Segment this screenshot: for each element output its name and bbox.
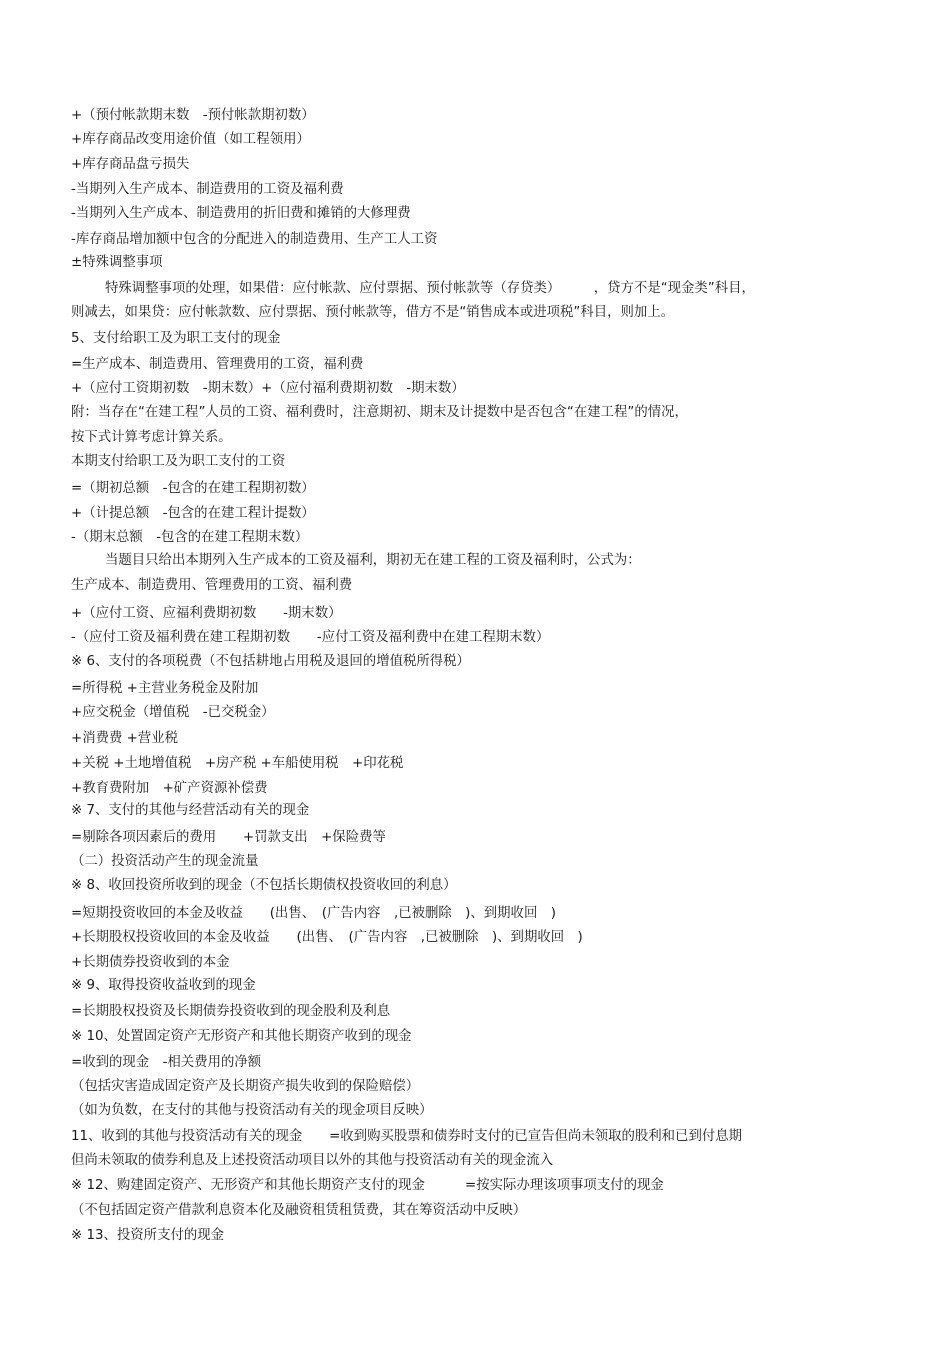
text-line: =所得税 +主营业务税金及附加 xyxy=(71,681,259,696)
paragraph-line: 按下式计算考虑计算关系。 xyxy=(71,430,232,445)
text-line: （不包括固定资产借款利息资本化及融资租赁租赁费，其在筹资活动中反映） xyxy=(71,1203,527,1218)
text-line: -库存商品增加额中包含的分配进入的制造费用、生产工人工资 xyxy=(71,232,438,247)
text-line: =生产成本、制造费用、管理费用的工资，福利费 xyxy=(71,357,364,372)
text-line: +（应付工资、应福利费期初数 -期末数） xyxy=(71,606,342,621)
section-heading: ※ 10、处置固定资产无形资产和其他长期资产收到的现金 xyxy=(71,1029,412,1044)
text-line: （如为负数，在支付的其他与投资活动有关的现金项目反映） xyxy=(71,1103,433,1118)
text-line: =收到的现金 -相关费用的净额 xyxy=(71,1055,262,1070)
text-line: +（应付工资期初数 -期末数）+（应付福利费期初数 -期末数） xyxy=(71,381,465,396)
section-heading: ※ 7、支付的其他与经营活动有关的现金 xyxy=(71,803,310,818)
text-line: +消费费 +营业税 xyxy=(71,731,179,746)
section-heading: 11、收到的其他与投资活动有关的现金 =收到购买股票和债券时支付的已宣告但尚未领取的股利和已到付息期 xyxy=(71,1129,743,1144)
text-line: +长期股权投资收回的本金及收益 (出售、 (广告内容 ,已被删除 )、到期收回 ) xyxy=(71,930,583,945)
text-line: =（期初总额 -包含的在建工程期初数） xyxy=(71,481,315,496)
text-line: 本期支付给职工及为职工支付的工资 xyxy=(71,454,286,469)
text-line: -当期列入生产成本、制造费用的工资及福利费 xyxy=(71,182,344,197)
text-line: +应交税金（增值税 -已交税金） xyxy=(71,705,275,720)
text-line: =短期投资收回的本金及收益 (出售、 (广告内容 ,已被删除 )、到期收回 ) xyxy=(71,906,556,921)
text-line: （包括灾害造成固定资产及长期资产损失收到的保险赔偿） xyxy=(71,1079,420,1094)
paragraph-line: 但尚未领取的债券利息及上述投资活动项目以外的其他与投资活动有关的现金流入 xyxy=(71,1153,554,1168)
text-line: -（期末总额 -包含的在建工程期末数） xyxy=(71,530,309,545)
text-line: +教育费附加 +矿产资源补偿费 xyxy=(71,781,268,796)
section-heading: 5、支付给职工及为职工支付的现金 xyxy=(71,331,281,346)
text-line: +（计提总额 -包含的在建工程计提数） xyxy=(71,506,315,521)
section-heading: （二）投资活动产生的现金流量 xyxy=(71,854,259,869)
paragraph-line: 附：当存在“在建工程”人员的工资、福利费时，注意期初、期末及计提数中是否包含“在建工程”的情况， xyxy=(71,405,688,420)
section-heading: ※ 12、购建固定资产、无形资产和其他长期资产支付的现金 =按实际办理该项事项支付的现金 xyxy=(71,1178,664,1193)
section-heading: ±特殊调整事项 xyxy=(71,255,163,270)
paragraph-line: 则减去，如果贷：应付帐款数、应付票据、预付帐款等，借方不是“销售成本或进项税”科目，则加上。 xyxy=(71,305,675,320)
text-line: +长期债券投资收到的本金 xyxy=(71,955,230,970)
text-line: =剔除各项因素后的费用 +罚款支出 +保险费等 xyxy=(71,830,386,845)
paragraph-line: 特殊调整事项的处理，如果借：应付帐款、应付票据、预付帐款等（存贷类） ，贷方不是“现金类”科目， xyxy=(105,281,755,296)
section-heading: ※ 13、投资所支付的现金 xyxy=(71,1228,225,1243)
text-line: +库存商品改变用途价值（如工程领用） xyxy=(71,132,310,147)
paragraph-line: 当题目只给出本期列入生产成本的工资及福利，期初无在建工程的工资及福利时，公式为： xyxy=(105,553,641,568)
text-line: 生产成本、制造费用、管理费用的工资、福利费 xyxy=(71,578,353,593)
text-line: -（应付工资及福利费在建工程期初数 -应付工资及福利费中在建工程期末数） xyxy=(71,630,550,645)
text-line: -当期列入生产成本、制造费用的折旧费和摊销的大修理费 xyxy=(71,206,411,221)
text-line: +关税 +土地增值税 +房产税 +车船使用税 +印花税 xyxy=(71,756,404,771)
text-line: +（预付帐款期末数 -预付帐款期初数） xyxy=(71,108,315,123)
section-heading: ※ 6、支付的各项税费（不包括耕地占用税及退回的增值税所得税） xyxy=(71,654,470,669)
section-heading: ※ 9、取得投资收益收到的现金 xyxy=(71,978,256,993)
section-heading: ※ 8、收回投资所收到的现金（不包括长期债权投资收回的利息） xyxy=(71,878,457,893)
text-line: =长期股权投资及长期债券投资收到的现金股利及利息 xyxy=(71,1004,391,1019)
text-line: +库存商品盘亏损失 xyxy=(71,157,190,172)
